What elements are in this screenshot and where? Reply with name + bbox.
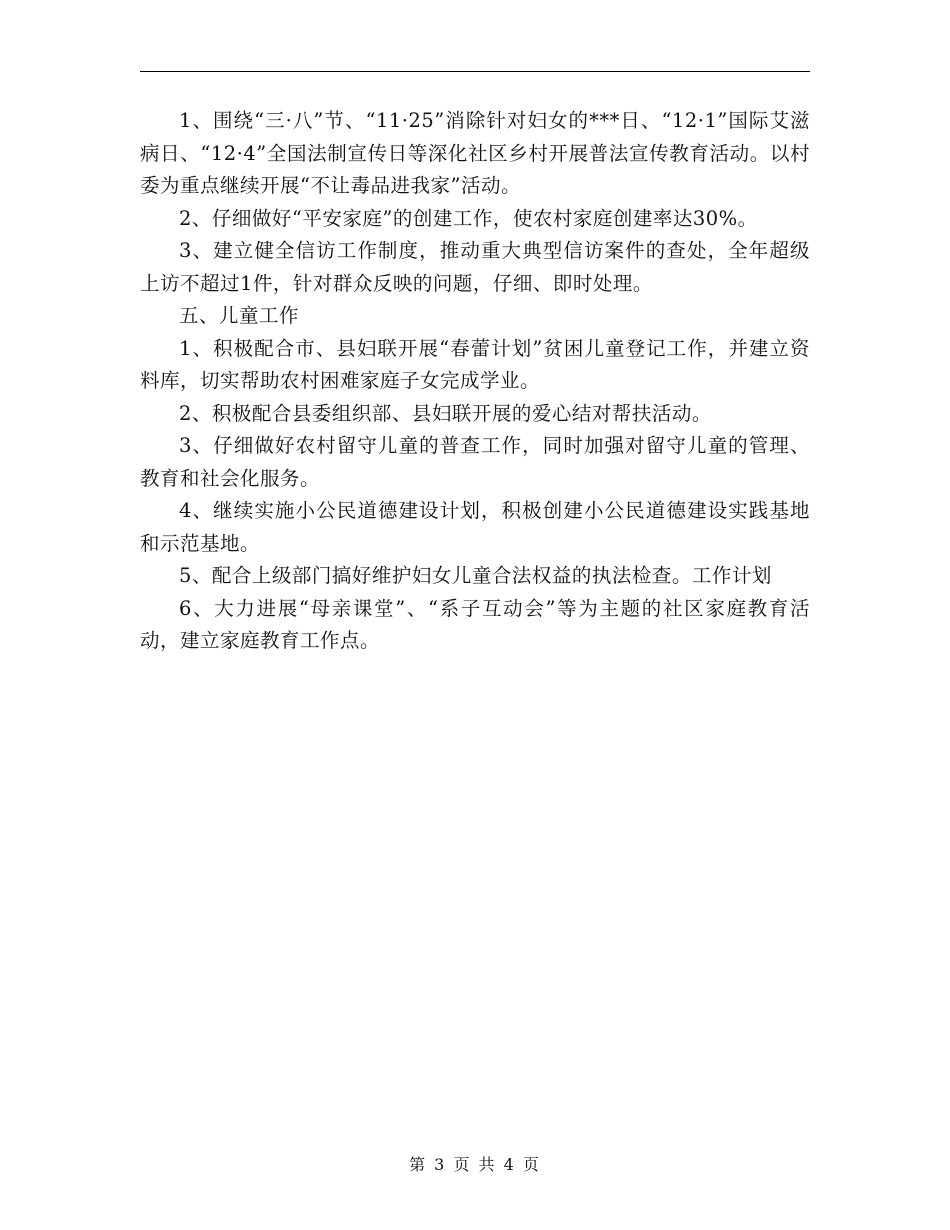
paragraph-item-3: 3、建立健全信访工作制度，推动重大典型信访案件的查处，全年超级上访不超过1件，针对群众反映的问题，仔细、即时处理。 bbox=[140, 239, 810, 295]
section-heading-children-work: 五、儿童工作 bbox=[179, 304, 300, 327]
paragraph-children-3: 3、仔细做好农村留守儿童的普查工作，同时加强对留守儿童的管理、教育和社会化服务。 bbox=[140, 434, 810, 490]
paragraph-children-2: 2、积极配合县委组织部、县妇联开展的爱心结对帮扶活动。 bbox=[179, 401, 712, 425]
document-body bbox=[140, 105, 810, 658]
page-number-label: 第 3 页 共 4 页 bbox=[409, 1155, 541, 1174]
paragraph-item-2: 2、仔细做好“平安家庭”的创建工作，使农村家庭创建率达30%。 bbox=[179, 206, 758, 230]
header-rule bbox=[140, 71, 810, 72]
paragraph-children-4: 4、继续实施小公民道德建设计划，积极创建小公民道德建设实践基地和示范基地。 bbox=[140, 499, 810, 555]
page-footer bbox=[0, 1152, 950, 1175]
paragraph-children-1: 1、积极配合市、县妇联开展“春蕾计划”贫困儿童登记工作，并建立资料库，切实帮助农村困难家庭子女完成学业。 bbox=[140, 336, 810, 392]
paragraph-item-1: 1、围绕“三·八”节、“11·25”消除针对妇女的***日、“12·1”国际艾滋病日、“12·4”全国法制宣传日等深化社区乡村开展普法宣传教育活动。以村委为重点继续开展“不让毒品进我家”活动。 bbox=[140, 109, 810, 197]
paragraph-children-6: 6、大力进展“母亲课堂”、“系子互动会”等为主题的社区家庭教育活动，建立家庭教育工作点。 bbox=[140, 596, 810, 652]
paragraph-children-5: 5、配合上级部门搞好维护妇女儿童合法权益的执法检查。工作计划 bbox=[179, 564, 772, 587]
